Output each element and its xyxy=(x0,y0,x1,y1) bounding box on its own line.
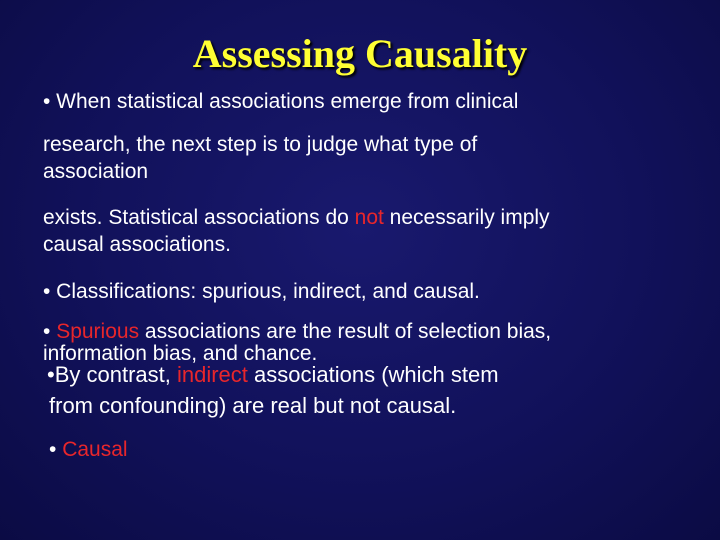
highlight-spurious: Spurious xyxy=(56,320,140,343)
paragraph-next-step-line-2: association xyxy=(43,160,149,183)
slide-title: Assessing Causality xyxy=(192,31,528,76)
paragraph-not-causal-line-2: causal associations. xyxy=(43,233,231,256)
bullet-indirect-line-2: from confounding) are real but not causal. xyxy=(49,393,457,418)
text-segment: • xyxy=(49,438,63,461)
text-segment: exists. Statistical associations do xyxy=(43,206,355,229)
bullet-spurious-line-2: information bias, and chance. xyxy=(43,342,318,365)
bullet-statistical-associations: • When statistical associations emerge from clinical xyxy=(43,90,519,113)
text-segment: associations (which stem xyxy=(247,362,499,387)
text-segment: associations are the result of selection bias, xyxy=(139,320,552,343)
bullet-spurious-line-1 xyxy=(43,320,551,344)
bullet-indirect-line-1 xyxy=(47,362,499,388)
bullet-causal xyxy=(49,438,128,462)
highlight-not: not xyxy=(354,206,384,229)
highlight-indirect: indirect xyxy=(176,362,248,387)
paragraph-next-step-line-1: research, the next step is to judge what type of xyxy=(43,133,478,156)
paragraph-not-causal-line-1 xyxy=(43,206,550,230)
text-segment: • xyxy=(43,320,57,343)
text-segment: necessarily imply xyxy=(383,206,550,229)
highlight-causal: Causal xyxy=(62,438,128,461)
bullet-classifications: • Classifications: spurious, indirect, and causal. xyxy=(43,280,480,303)
text-segment: •By contrast, xyxy=(47,362,177,387)
